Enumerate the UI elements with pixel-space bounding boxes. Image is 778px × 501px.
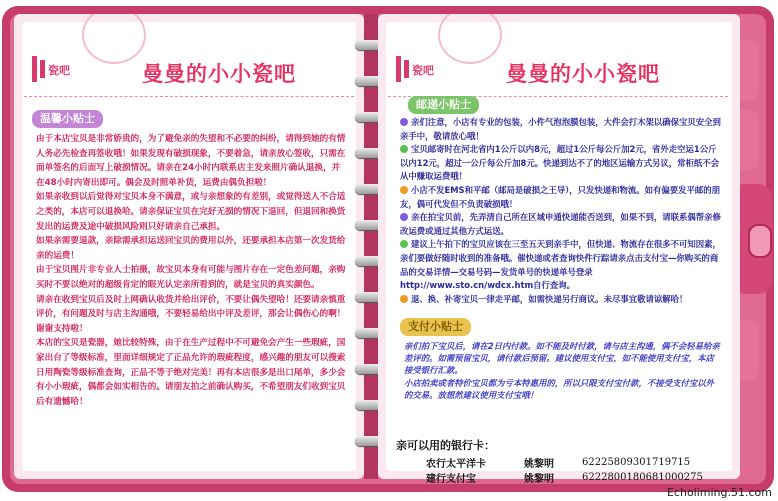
tag-bar-icon — [396, 56, 401, 82]
tag-bar-icon — [32, 56, 37, 82]
section-label-pay: 支付小贴士 — [400, 318, 471, 336]
post-item — [400, 143, 722, 184]
page-tab — [740, 110, 758, 170]
corner-label: 瓷吧 — [412, 64, 434, 77]
post-item-text: 宝贝邮寄时在河北省内1公斤以内8元，超过1公斤每公斤加2元，省外走空运1公斤以内12元，超过一公斤每公斤加8元。快递到达不了的地区运输方式另议，常柜纸不会从中赚取运费哦！ — [400, 144, 719, 182]
post-item-text: 退、换、补寄宝贝一律走平邮，如需快递另行商议。未尽事宜敬请谅解哈！ — [411, 293, 688, 304]
right-corner-tag — [392, 56, 440, 82]
notebook-clasp — [738, 184, 772, 294]
post-text-block — [400, 116, 722, 306]
left-banner — [24, 44, 354, 97]
corner-label: 瓷吧 — [48, 64, 70, 77]
page-title: 曼曼的小小瓷吧 — [506, 62, 660, 86]
post-item-text: 小店不发EMS和平邮（邮局是破损之王导），只发快递和物流。如有偏要发平邮的朋友，偶可代发但不负责破损哦！ — [400, 184, 721, 209]
tag-bar-icon — [404, 60, 409, 78]
paragraph: 小店拍卖或者特价宝贝都为亏本特惠用的，所以只限支付宝付款，不接受支付宝以外的交易。放想然建议使用支付宝哦！ — [404, 377, 714, 400]
page-tab — [740, 40, 758, 100]
paragraph: 如果亲需要退款，亲除需承担运送回宝贝的费用以外，还要承担本店第一次发货给亲的运费！ — [36, 236, 346, 261]
post-item-text: 亲们注意，小店有专业的包装，小件气泡泡膜包装，大件会打木架以确保宝贝安全到亲手中，敬请放心哦！ — [400, 117, 721, 141]
post-item — [400, 184, 722, 211]
post-item — [400, 293, 722, 307]
account-number: 62225809301719715 — [582, 457, 691, 468]
paragraph: 本店的宝贝是瓷器，她比较特殊，由于在生产过程中不可避免会产生一些瑕疵，国家出台了等级标准，里面详细规定了正品允许的瑕疵程度，感兴趣的朋友可以搜索日用陶瓷等级标准查询，正品不等于绝对完美！再有本店很多是出口尾单，多少会有小小瑕疵，偶都会如实相告的。请朋友拍之前确认购买，不希望朋友们收到宝贝后有遗憾哈！ — [36, 338, 346, 407]
section-label-post: 邮递小贴士 — [408, 96, 479, 114]
tag-bar-icon — [40, 60, 45, 78]
pay-text-block — [404, 340, 722, 401]
account-holder: 姚黎明 — [524, 474, 554, 485]
page-title: 曼曼的小小瓷吧 — [142, 62, 296, 86]
bullet-icon — [400, 295, 408, 303]
bullet-icon — [400, 118, 408, 126]
paragraph: 请亲在收到宝贝后及时上网确认收货并给出评价，不要让偶失望哈！还要请亲慎重评价，有问题及时与店主沟通哦，不要轻易给出中评及差评，那会让偶伤心的啊！谢谢支持啦！ — [36, 294, 346, 334]
bank-heading: 亲可以用的银行卡： — [396, 439, 495, 452]
bank-row — [396, 455, 726, 470]
paragraph: 由于本店宝贝是非常娇贵的，为了避免亲的失望和不必要的纠纷，请得到她的有情人务必先检查再签收哦！如果发现有破损现象，不要着急，请亲放心签收，只需在面单签名的后面写上破损情况。请亲在24小时内联系店主发来照片确认退换，并在48小时内寄出即可。偶会及时照单补货，运费由偶负担啦！ — [36, 134, 346, 188]
bullet-icon — [400, 186, 408, 194]
post-item-text: 建议上午拍下的宝贝应该在三至五天到亲手中，但快递、物流存在很多不可知因素，亲们要做好随时收到的准备哦。催快递或者查询快件行踪请亲点击支付宝—你购买的商品的交易详情—交易号码—发货单号的快递单号登录http://www.sto.cn/wdcx.htm自行查询。 — [400, 239, 721, 291]
right-banner — [388, 44, 728, 97]
left-text-block — [36, 132, 348, 409]
account-number: 6222800180681000275 — [582, 472, 703, 483]
paragraph: 由于宝贝图片非专业人士拍摄，故宝贝本身有可能与图片存在一定色差问题，亲购买时不要以绝对的超级肯定的眼光认定亲所看到的，就是宝贝的真实颜色。 — [36, 265, 346, 290]
clasp-knob — [748, 224, 772, 258]
bank-name: 农行太平洋卡 — [426, 459, 486, 470]
left-page — [14, 14, 364, 479]
account-holder: 姚黎明 — [524, 459, 554, 470]
bullet-icon — [400, 240, 408, 248]
section-label-tips: 温馨小贴士 — [32, 110, 103, 128]
page-tab — [740, 320, 758, 380]
paragraph: 亲们拍下宝贝后，请在2日内付款。如不能及时付款，请与店主沟通，偶不会轻易给亲差评的。如需预留宝贝，请付款后预留。建议使用支付宝，如不能使用支付宝，本店接受银行汇款。 — [404, 341, 720, 376]
bullet-icon — [400, 145, 408, 153]
paragraph: 如果亲收到以后觉得对宝贝本身不满意，或与亲想象的有差别，或觉得送人不合适之类的，本店可以退换哈。请亲保证宝贝在完好无损的情况下退回，但退回和换货发出的运费及途中破损风险则只好请亲自己承担。 — [36, 192, 346, 232]
post-item — [400, 211, 722, 238]
bank-card-list — [396, 437, 726, 485]
bank-name: 建行支付宝 — [426, 474, 476, 485]
bank-row — [396, 470, 726, 485]
watermark: Echoliming.51.com — [666, 486, 772, 499]
post-item-text: 亲在拍宝贝前，先弄清自己所在区域申通快递能否送到，如果不到，请联系偶帮亲修改运费或通过其他方式运送。 — [400, 212, 721, 236]
bullet-icon — [400, 213, 408, 221]
post-item — [400, 238, 722, 292]
post-item — [400, 116, 722, 143]
left-corner-tag — [28, 56, 76, 82]
